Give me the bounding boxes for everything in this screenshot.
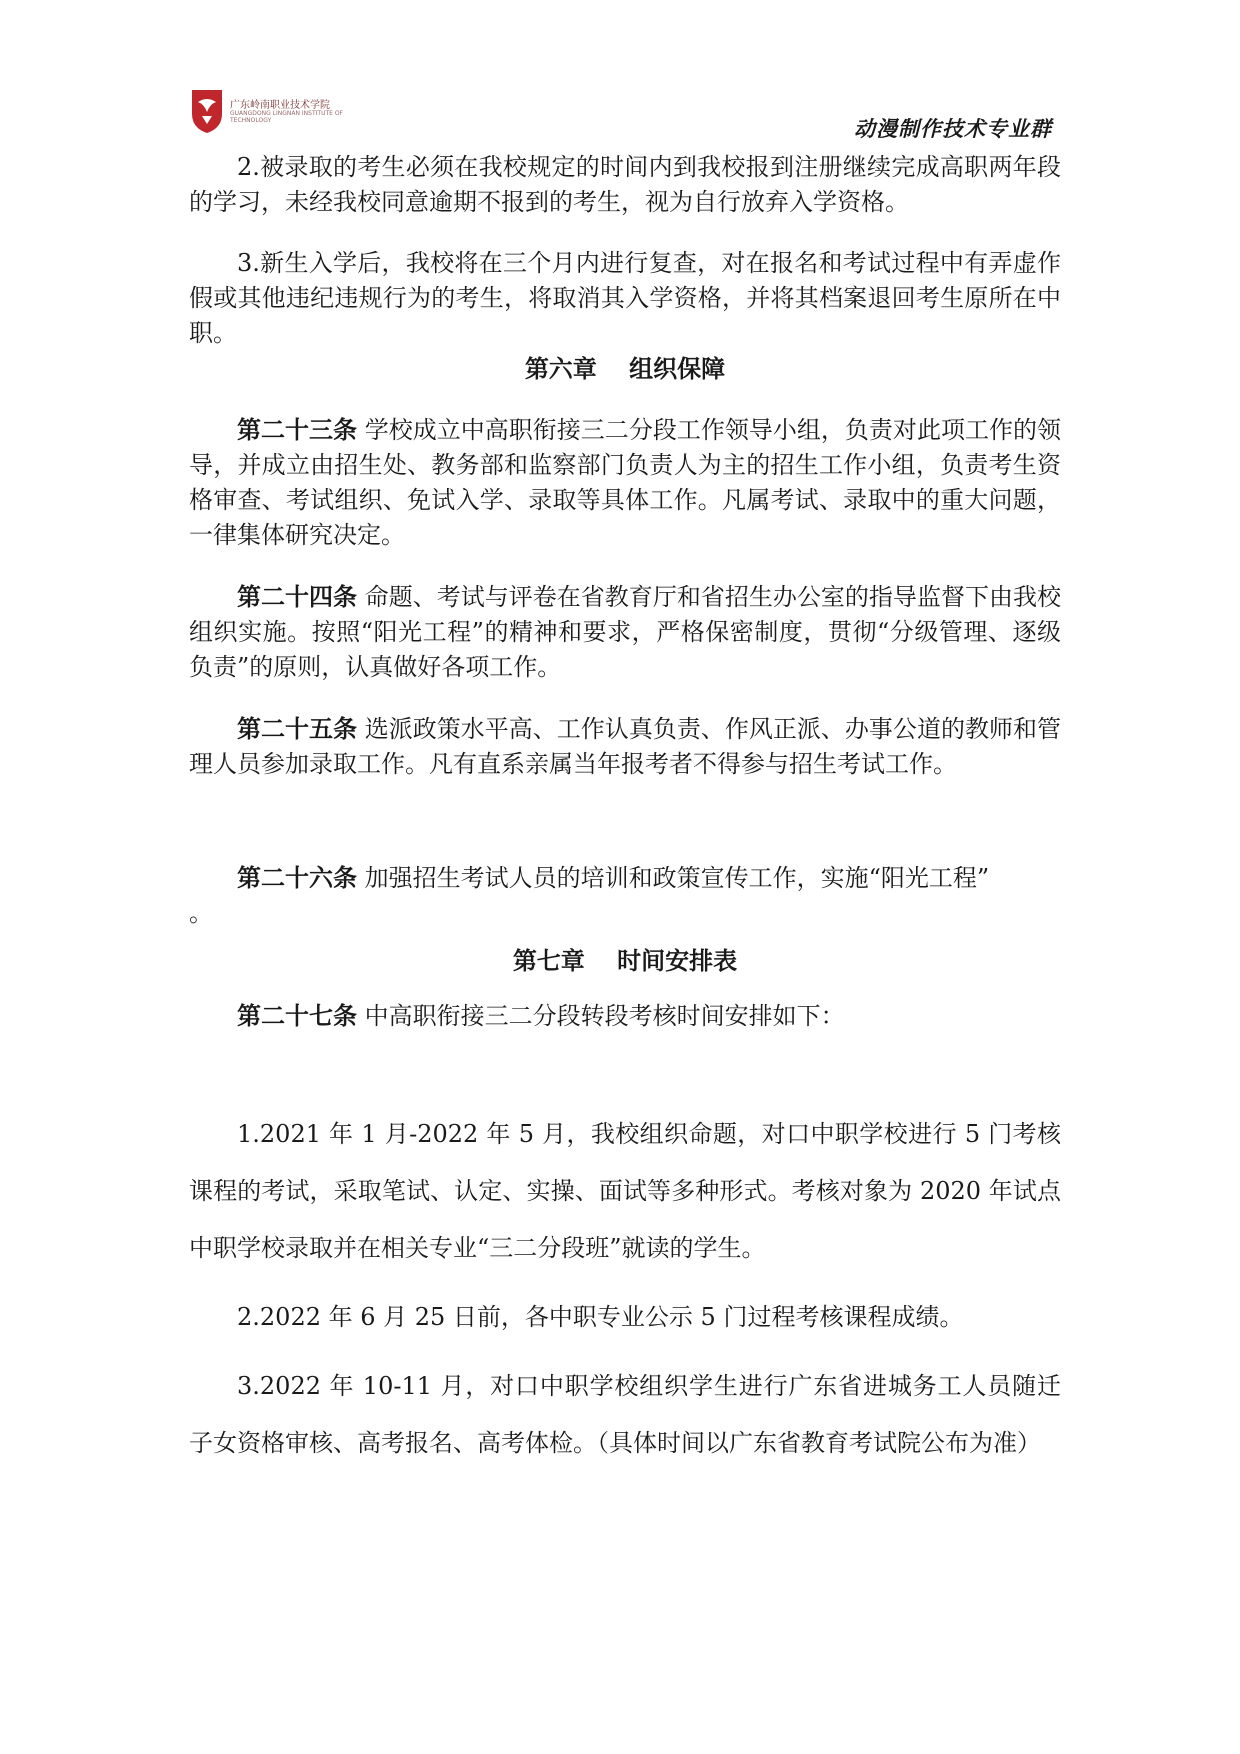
logo-text-cn: 广东岭南职业技术学院 [230,100,330,111]
article-25-title: 第二十五条 [237,714,358,743]
paragraph-recheck: 3.新生入学后，我校将在三个月内进行复查，对在报名和考试过程中有弄虚作假或其他违纪违规行为的考生，将取消其入学资格，并将其档案退回考生原所在中职。 [189,249,1061,347]
article-26-title: 第二十六条 [237,863,357,892]
article-23-title: 第二十三条 [237,415,358,444]
article-23 [189,412,1061,553]
logo-text-en: GUANGDONG LINGNAN INSTITUTE OF TECHNOLOGY [230,110,344,124]
school-logo [190,88,350,134]
article-24 [189,579,1061,685]
article-27-text: 中高职衔接三二分段转段考核时间安排如下： [357,1002,845,1030]
schedule-item-2: 2.2022 年 6 月 25 日前，各中职专业公示 5 门过程考核课程成绩。 [237,1303,964,1331]
article-26-tail: 。 [189,899,213,927]
article-24-title: 第二十四条 [237,582,358,611]
document-body [189,150,1061,1472]
article-25-text: 选派政策水平高、工作认真负责、作风正派、办事公道的教师和管理人员参加录取工作。凡有直系亲属当年报考者不得参与招生考试工作。 [189,715,1061,778]
article-23-text: 学校成立中高职衔接三二分段工作领导小组，负责对此项工作的领导，并成立由招生处、教务部和监察部门负责人为主的招生工作小组，负责考生资格审查、考试组织、免试入学、录取等具体工作。凡属考试、录取中的重大问题，一律集体研究决定。 [189,416,1061,549]
chapter-7-title: 第七章 时间安排表 [512,946,738,975]
article-27-title: 第二十七条 [237,1001,357,1030]
paragraph-admission-report: 2.被录取的考生必须在我校规定的时间内到我校报到注册继续完成高职两年段的学习，未经我校同意逾期不报到的考生，视为自行放弃入学资格。 [189,153,1061,216]
schedule-item-3: 3.2022 年 10-11 月，对口中职学校组织学生进行广东省进城务工人员随迁子女资格审核、高考报名、高考体检。（具体时间以广东省教育考试院公布为准） [189,1372,1061,1457]
article-26-text: 加强招生考试人员的培训和政策宣传工作，实施“阳光工程” [357,864,990,892]
article-25 [189,711,1061,782]
schedule-item-1: 1.2021 年 1 月-2022 年 5 月，我校组织命题，对口中职学校进行 5 门考核课程的考试，采取笔试、认定、实操、面试等多种形式。考核对象为 2020 年试点中职学校录取并在相关专业“三二分段班”就读的学生。 [189,1120,1061,1262]
chapter-6-title: 第六章 组织保障 [524,354,726,383]
article-24-text: 命题、考试与评卷在省教育厅和省招生办公室的指导监督下由我校组织实施。按照“阳光工程”的精神和要求，严格保密制度，贯彻“分级管理、逐级负责”的原则，认真做好各项工作。 [189,583,1061,681]
schedule-list [189,1106,1061,1472]
article-26 [189,860,1061,896]
header-group-name: 动漫制作技术专业群 [854,117,1052,141]
article-27 [189,998,1061,1034]
school-crest-icon [190,88,224,134]
